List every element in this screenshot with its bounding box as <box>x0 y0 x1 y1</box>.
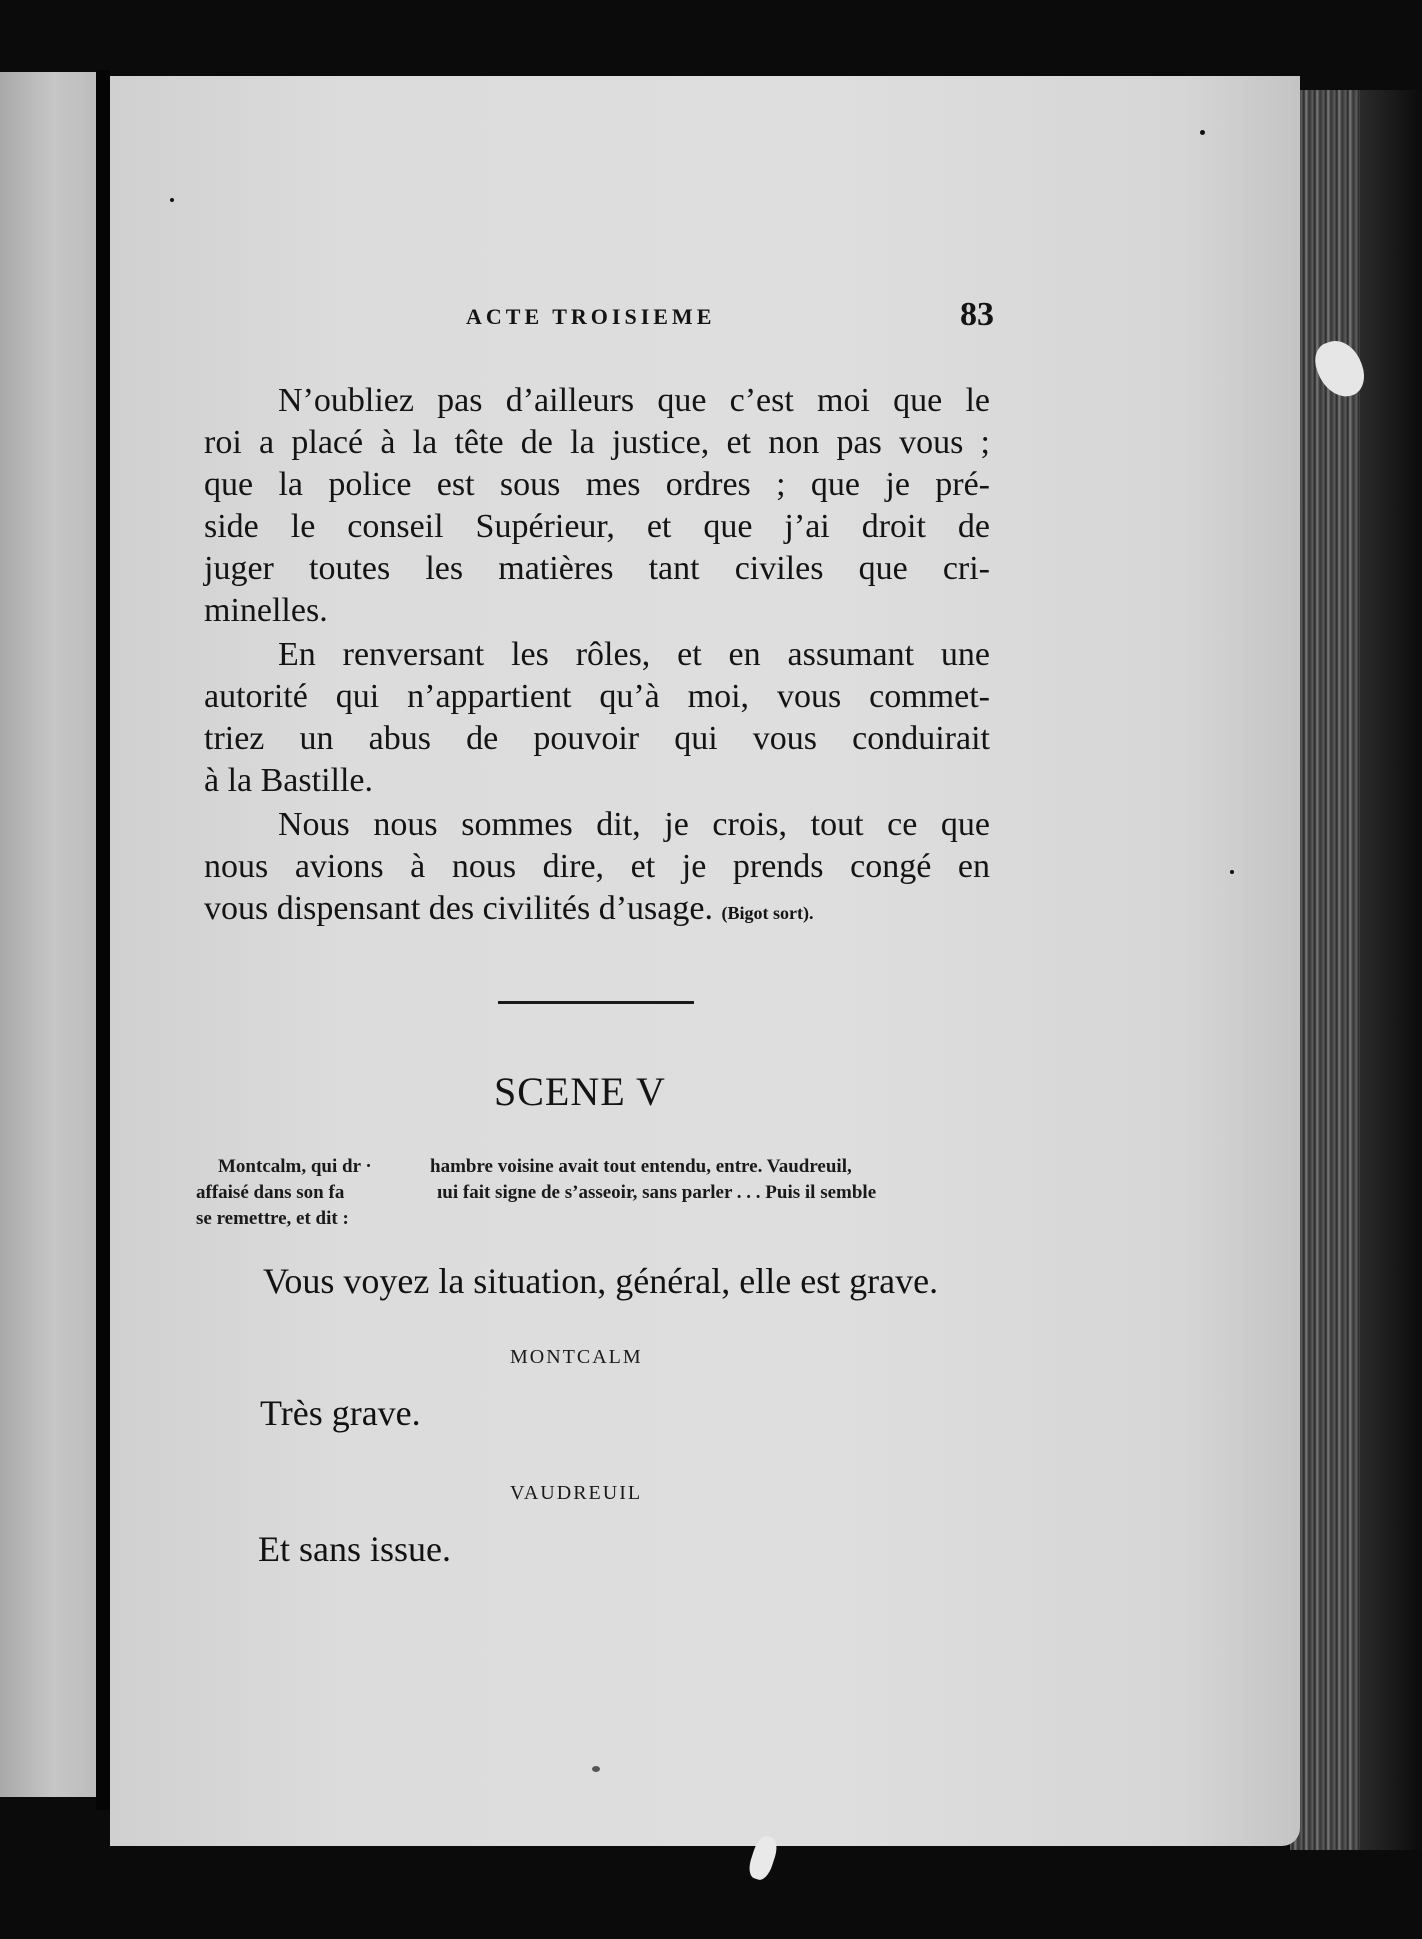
speaker-name: MONTCALM <box>510 1346 643 1368</box>
speaker-name: VAUDREUIL <box>510 1482 643 1504</box>
book-page <box>110 76 1300 1846</box>
running-head: ACTE TROISIEME <box>466 304 716 329</box>
text-line: juger toutes les matières tant civiles que cri- <box>204 550 990 587</box>
book-edge-shadow <box>1360 90 1422 1850</box>
speck <box>1200 130 1205 135</box>
stage-direction-exit: (Bigot sort). <box>721 903 814 923</box>
text-line: à la Bastille. <box>204 762 374 799</box>
text-line-with-exit <box>204 888 813 934</box>
scene-title: SCENE V <box>494 1069 666 1114</box>
speck <box>170 198 174 202</box>
text-line: nous avions à nous dire, et je prends congé en <box>204 848 990 885</box>
stage-direction-fragment: hambre voisine avait tout entendu, entre. Vaudreuil, <box>430 1156 852 1177</box>
left-facing-page <box>0 72 96 1797</box>
stage-direction-fragment: Montcalm, qui dr · <box>218 1156 372 1177</box>
text-line: roi a placé à la tête de la justice, et non pas vous ; <box>204 424 990 461</box>
page-number: 83 <box>960 296 994 333</box>
text-line: autorité qui n’appartient qu’à moi, vous commet- <box>204 678 990 715</box>
dialogue-line: Et sans issue. <box>258 1529 451 1569</box>
stage-direction-fragment: affaisé dans son fa <box>196 1182 345 1203</box>
text-line: que la police est sous mes ordres ; que je pré- <box>204 466 990 503</box>
speck <box>1230 870 1234 874</box>
section-rule <box>498 1001 694 1004</box>
text-line: side le conseil Supérieur, et que j’ai droit de <box>204 508 990 545</box>
text-line: N’oubliez pas d’ailleurs que c’est moi que le <box>278 382 990 419</box>
text-line: minelles. <box>204 592 328 629</box>
speck <box>592 1766 600 1772</box>
text-line: En renversant les rôles, et en assumant une <box>278 636 990 673</box>
stage-direction-fragment: ıui fait signe de s’asseoir, sans parler . . . Puis il semble <box>437 1182 877 1203</box>
dialogue-line: Très grave. <box>260 1393 421 1433</box>
dialogue-line: Vous voyez la situation, général, elle est grave. <box>263 1261 939 1301</box>
text-line: triez un abus de pouvoir qui vous conduirait <box>204 720 990 757</box>
text-line: Nous nous sommes dit, je crois, tout ce que <box>278 806 990 843</box>
stage-direction-fragment: se remettre, et dit : <box>196 1208 349 1229</box>
text-line: vous dispensant des civilités d’usage. <box>204 890 713 927</box>
book-gutter <box>96 70 110 1810</box>
